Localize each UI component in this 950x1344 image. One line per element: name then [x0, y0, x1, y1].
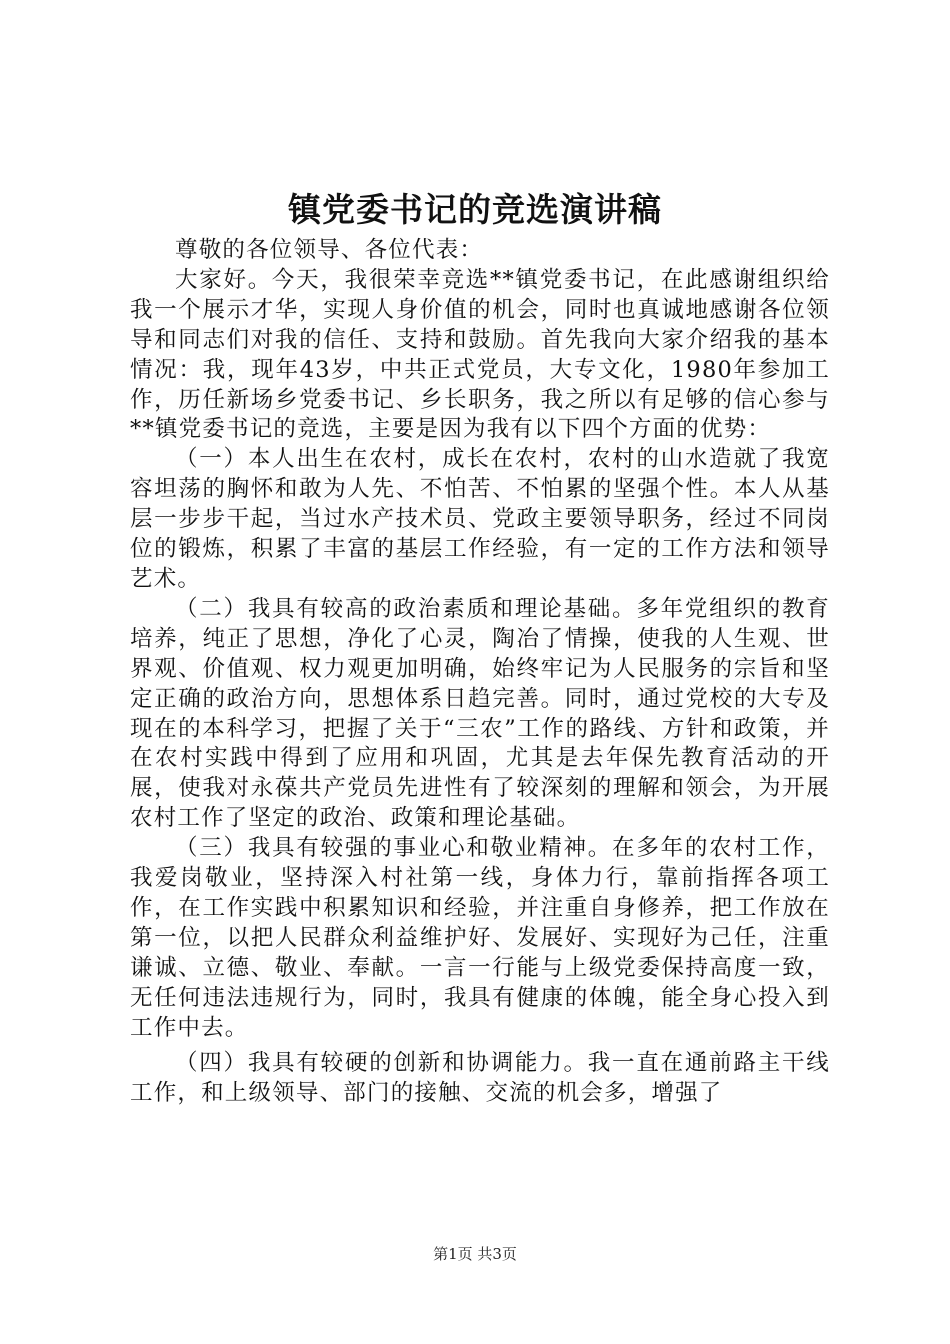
advantage-four-paragraph: （四）我具有较硬的创新和协调能力。我一直在通前路主干线工作，和上级领导、部门的接触、交流的机会多，增强了	[130, 1050, 830, 1107]
salutation-paragraph: 尊敬的各位领导、各位代表：	[175, 237, 484, 263]
document-body	[130, 236, 830, 1109]
advantage-one-paragraph: （一）本人出生在农村，成长在农村，农村的山水造就了我宽容坦荡的胸怀和敢为人先、不怕苦、不怕累的坚强个性。本人从基层一步步干起，当过水产技术员、党政主要领导职务，经过不同岗位的锻炼，积累了丰富的基层工作经验，有一定的工作方法和领导艺术。	[130, 446, 830, 592]
intro-paragraph: 大家好。今天，我很荣幸竞选**镇党委书记，在此感谢组织给我一个展示才华，实现人身价值的机会，同时也真诚地感谢各位领导和同志们对我的信任、支持和鼓励。首先我向大家介绍我的基本情况：我，现年43岁，中共正式党员，大专文化，1980年参加工作，历任新场乡党委书记、乡长职务，我之所以有足够的信心参与**镇党委书记的竞选，主要是因为我有以下四个方面的优势：	[130, 266, 830, 443]
advantage-two-paragraph: （二）我具有较高的政治素质和理论基础。多年党组织的教育培养，纯正了思想，净化了心灵，陶冶了情操，使我的人生观、世界观、价值观、权力观更加明确，始终牢记为人民服务的宗旨和坚定正确的政治方向，思想体系日趋完善。同时，通过党校的大专及现在的本科学习，把握了关于“三农”工作的路线、方针和政策，并在农村实践中得到了应用和巩固，尤其是去年保先教育活动的开展，使我对永葆共产党员先进性有了较深刻的理解和领会，为开展农村工作了坚定的政治、政策和理论基础。	[130, 595, 830, 832]
advantage-three-paragraph: （三）我具有较强的事业心和敬业精神。在多年的农村工作，我爱岗敬业，坚持深入村社第一线，身体力行，靠前指挥各项工作，在工作实践中积累知识和经验，并注重自身修养，把工作放在第一位，以把人民群众利益维护好、发展好、实现好为己任，注重谦诚、立德、敬业、奉献。一言一行能与上级党委保持高度一致，无任何违法违规行为，同时，我具有健康的体魄，能全身心投入到工作中去。	[130, 835, 830, 1041]
document-title: 镇党委书记的竞选演讲稿	[288, 190, 662, 229]
page-footer: 第1页 共3页	[433, 1245, 517, 1263]
